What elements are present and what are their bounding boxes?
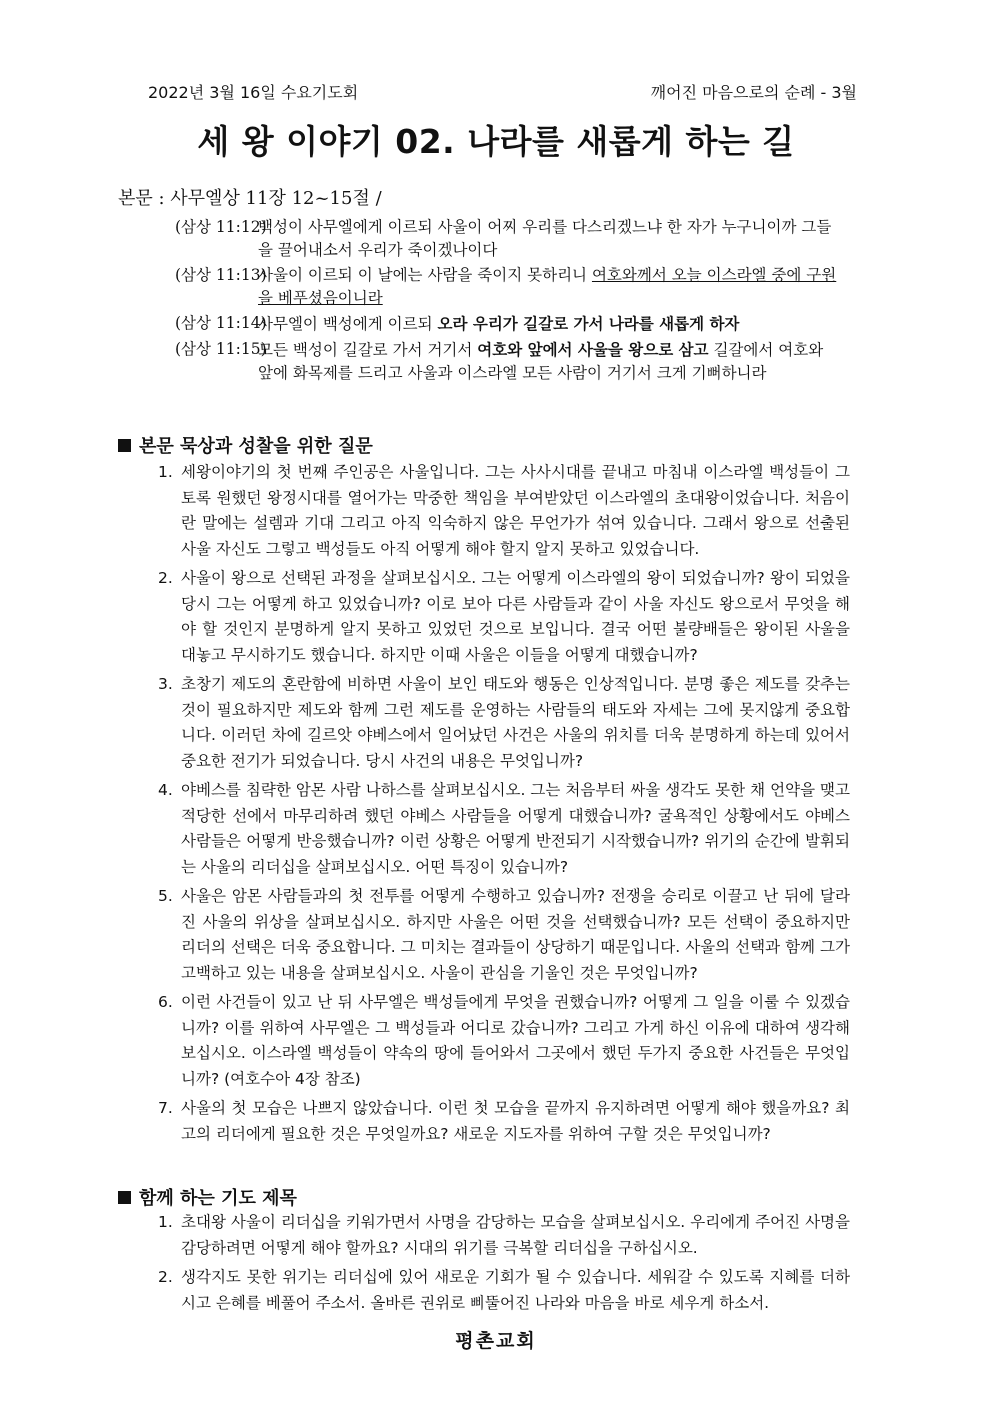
item-number: 1. [158, 463, 173, 481]
item-text: 야베스를 침략한 암몬 사람 나하스를 살펴보십시오. 그는 처음부터 싸울 생각도 못한 채 언약을 맺고 적당한 선에서 마무리하려 했던 야베스 사람들을 어떻게 대했습니까? 굴욕적인 상황에서도 야베스 사람들은 어떻게 반응했습니까? 이런 상황은 어떻게 반전되기 시작했습니까? 위기의 순간에 발휘되는 사울의 리더십을 살펴보십시오. 어떤 특징이 있습니까? [181, 781, 850, 876]
item-number: 2. [158, 1268, 173, 1286]
page-header [148, 78, 857, 104]
verse-11-13 [175, 264, 840, 310]
list-item [158, 672, 850, 774]
verse-text-underlined: 여호와께서 오늘 이스라엘 중에 구원을 베푸셨음이니라 [258, 266, 837, 307]
item-text: 생각지도 못한 위기는 리더십에 있어 새로운 기회가 될 수 있습니다. 세워갈 수 있도록 지혜를 더하시고 은혜를 베풀어 주소서. 올바른 권위로 삐뚤어진 나라와 마음을 바로 세우게 하소서. [181, 1268, 850, 1312]
item-text: 사울이 왕으로 선택된 과정을 살펴보십시오. 그는 어떻게 이스라엘의 왕이 되었습니까? 왕이 되었을 당시 그는 어떻게 하고 있었습니까? 이로 보아 다른 사람들과 같이 사울 자신도 왕으로서 무엇을 해야 할 것인지 분명하게 알지 못하고 있었던 것으로 보입니다. 결국 어떤 불량배들은 왕이된 사울을 대놓고 무시하기도 했습니다. 하지만 이때 사울은 이들을 어떻게 대했습니까? [181, 569, 850, 664]
item-text: 사울의 첫 모습은 나쁘지 않았습니다. 이런 첫 모습을 끝까지 유지하려면 어떻게 해야 했을까요? 최고의 리더에게 필요한 것은 무엇일까요? 새로운 지도자를 위하여 구할 것은 무엇입니까? [181, 1099, 850, 1143]
verse-11-14 [175, 312, 840, 336]
questions-list [158, 460, 850, 1151]
date-line: 2022년 3월 16일 수요기도회 [148, 82, 359, 102]
prayers-list [158, 1210, 850, 1320]
list-item [158, 990, 850, 1092]
list-item [158, 778, 850, 880]
square-bullet-icon [118, 1191, 131, 1204]
item-text: 초창기 제도의 혼란함에 비하면 사울이 보인 태도와 행동은 인상적입니다. 분명 좋은 제도를 갖추는 것이 필요하지만 제도와 함께 그런 제도를 운영하는 사람들의 태도와 자세는 그에 못지않게 중요합니다. 이러던 차에 길르앗 야베스에서 일어났던 사건은 사울의 위치를 더욱 분명하게 하는데 있어서 중요한 전기가 되었습니다. 당시 사건의 내용은 무엇입니까? [181, 675, 850, 770]
sermon-title: 세 왕 이야기 02. 나라를 새롭게 하는 길 [197, 122, 795, 161]
verse-ref: (삼상 11:13) [175, 266, 267, 284]
item-number: 7. [158, 1099, 173, 1117]
church-name: 평촌교회 [455, 1330, 537, 1352]
item-number: 6. [158, 993, 173, 1011]
verse-text-bold: 여호와 앞에서 사울을 왕으로 삼고 [477, 340, 709, 359]
verse-text: 길갈에서 여호와 앞에 화목제를 드리고 사울과 이스라엘 모든 사람이 거기서 크게 기뻐하니라 [258, 341, 824, 382]
item-number: 1. [158, 1213, 173, 1231]
verse-11-15 [175, 338, 840, 385]
list-item [158, 884, 850, 986]
list-item [158, 1096, 850, 1147]
verse-text: 사무엘이 백성에게 이르되 [258, 315, 438, 333]
list-item [158, 566, 850, 668]
item-text: 초대왕 사울이 리더십을 키워가면서 사명을 감당하는 모습을 살펴보십시오. 우리에게 주어진 사명을 감당하려면 어떻게 해야 할까요? 시대의 위기를 극복할 리더십을 구하십시오. [181, 1213, 850, 1257]
verse-ref: (삼상 11:15) [175, 340, 267, 358]
list-item [158, 1265, 850, 1316]
item-text: 사울은 암몬 사람들과의 첫 전투를 어떻게 수행하고 있습니까? 전쟁을 승리로 이끌고 난 뒤에 달라진 사울의 위상을 살펴보십시오. 하지만 사울은 어떤 것을 선택했습니까? 모든 선택이 중요하지만 리더의 선택은 더욱 중요합니다. 그 미치는 결과들이 상당하기 때문입니다. 사울의 선택과 함께 그가 고백하고 있는 내용을 살펴보십시오. 사울이 관심을 기울인 것은 무엇입니까? [181, 887, 850, 982]
verse-text: 사울이 이르되 이 날에는 사람을 죽이지 못하리니 [258, 266, 592, 284]
verse-text: 백성이 사무엘에게 이르되 사울이 어찌 우리를 다스리겠느냐 한 자가 누구니이까 그들을 끌어내소서 우리가 죽이겠나이다 [258, 218, 832, 259]
verse-11-12 [175, 216, 840, 262]
verse-text: 모든 백성이 길갈로 가서 거기서 [258, 341, 478, 359]
passage-reference: 본문 : 사무엘상 11장 12~15절 / [118, 188, 382, 209]
list-item [158, 1210, 850, 1261]
questions-title: 본문 묵상과 성찰을 위한 질문 [139, 436, 373, 457]
verse-ref: (삼상 11:12) [175, 218, 267, 236]
list-item [158, 460, 850, 562]
prayers-title: 함께 하는 기도 제목 [139, 1188, 297, 1209]
scripture-verses [175, 216, 840, 387]
square-bullet-icon [118, 439, 131, 452]
verse-ref: (삼상 11:14) [175, 314, 267, 332]
item-text: 이런 사건들이 있고 난 뒤 사무엘은 백성들에게 무엇을 권했습니까? 어떻게 그 일을 이룰 수 있겠습니까? 이를 위하여 사무엘은 그 백성들과 어디로 갔습니까? 그리고 가게 하신 이유에 대하여 생각해보십시오. 이스라엘 백성들이 약속의 땅에 들어와서 그곳에서 했던 두가지 중요한 사건들은 무엇입니까? (여호수아 4장 참조) [181, 993, 850, 1088]
verse-text-bold: 오라 우리가 길갈로 가서 나라를 새롭게 하자 [437, 314, 740, 333]
item-number: 3. [158, 675, 173, 693]
item-number: 5. [158, 887, 173, 905]
prayers-heading [118, 1184, 297, 1210]
item-text: 세왕이야기의 첫 번째 주인공은 사울입니다. 그는 사사시대를 끝내고 마침내 이스라엘 백성들이 그토록 원했던 왕정시대를 열어가는 막중한 책임을 부여받았던 이스라엘의 초대왕이었습니다. 처음이란 말에는 설렘과 기대 그리고 아직 익숙하지 않은 무언가가 섞여 있습니다. 그래서 왕으로 선출된 사울 자신도 그렇고 백성들도 아직 어떻게 해야 할지 알지 못하고 있었습니다. [181, 463, 850, 558]
series-title: 깨어진 마음으로의 순례 - 3월 [650, 82, 857, 102]
item-number: 2. [158, 569, 173, 587]
item-number: 4. [158, 781, 173, 799]
questions-heading [118, 432, 373, 458]
